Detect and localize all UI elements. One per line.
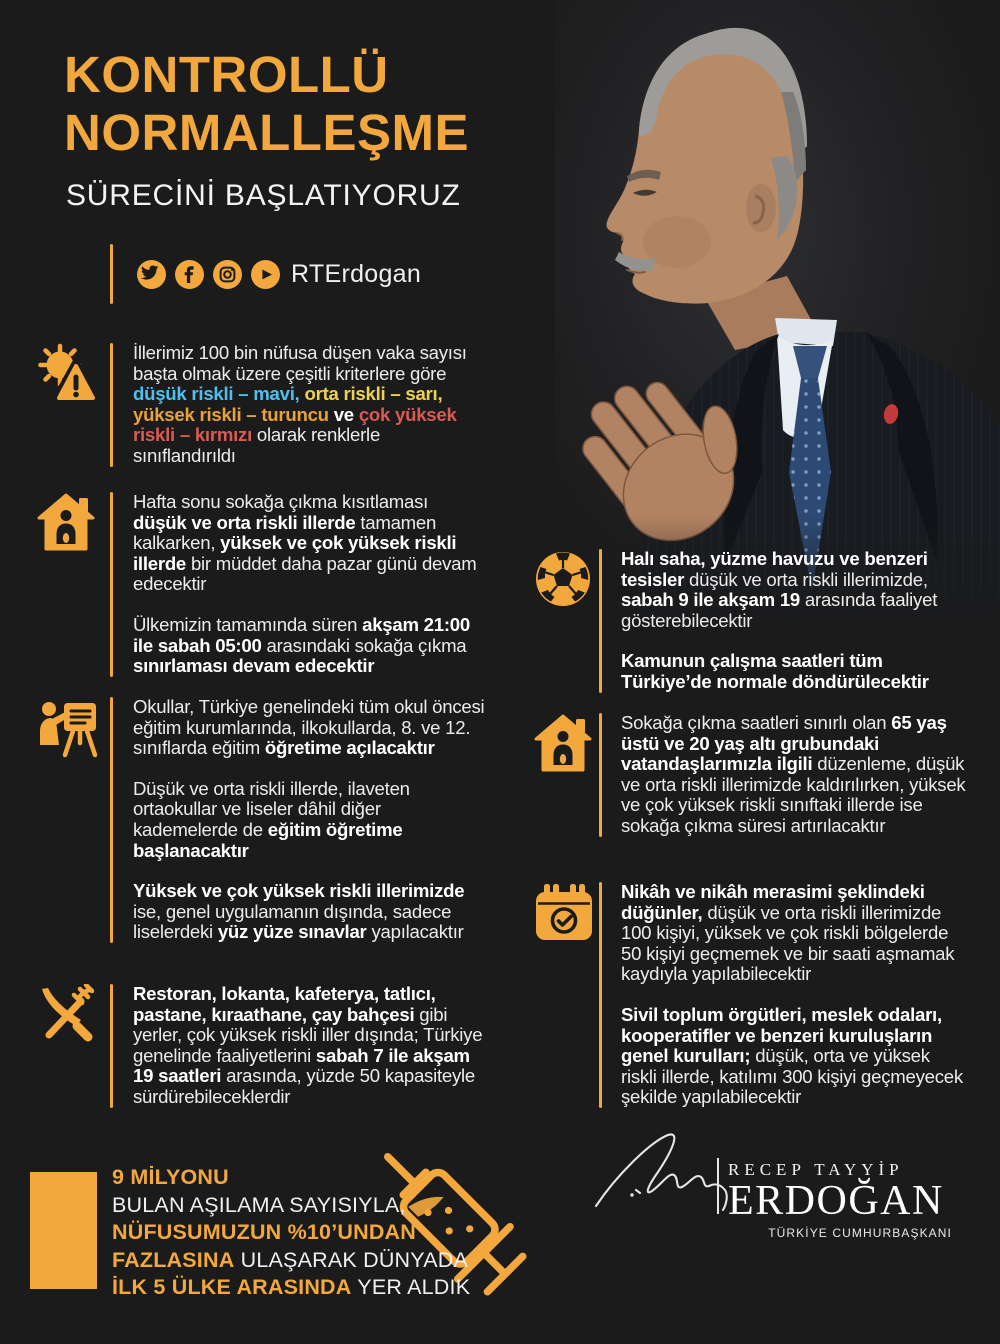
soccer-ball-icon: [533, 549, 593, 609]
rule-text-age-groups: Sokağa çıkma saatleri sınırlı olan 65 yaş üstü ve 20 yaş altı grubundaki vatandaşlarımızla ilgili düzenleme, düşük ve orta riskli illerimizde kaldırılırken, yüksek ve çok yüksek riskli sınıftaki illerde ise sokağa çıkma süresi artırılacaktır: [621, 712, 966, 836]
rule-block-schools: [36, 697, 485, 943]
president-title: TÜRKİYE CUMHURBAŞKANI: [768, 1226, 952, 1240]
accent-block: [30, 1172, 97, 1289]
facebook-icon[interactable]: [175, 260, 204, 289]
calendar-check-icon: [533, 882, 595, 944]
instagram-icon[interactable]: [213, 260, 242, 289]
twitter-icon[interactable]: [137, 260, 166, 289]
signature-divider: [717, 1158, 719, 1214]
house-person-icon: [36, 492, 96, 552]
rule-text-risk-colors: İllerimiz 100 bin nüfusa düşen vaka sayısı başta olmak üzere çeşitli kriterlere göre düşük riskli – mavi, orta riskli – sarı, yüksek riskli – turuncu ve çok yüksek riskli – kırmızı olarak renklerle sınıflandırıldı: [133, 342, 467, 466]
virus-warning-icon: [36, 343, 100, 407]
president-surname: ERDOĞAN: [728, 1178, 944, 1224]
rule-text-sports-facilities: Halı saha, yüzme havuzu ve benzeri tesisler düşük ve orta riskli illerimizde, sabah 9 ile akşam 19 arasında faaliyet gösterebilecektir Kamunun çalışma saatleri tüm Türkiye’de normale döndürülecektir: [621, 548, 938, 692]
social-row: [110, 243, 421, 305]
erdogan-portrait: [555, 0, 1000, 640]
vaccination-stat-text: 9 MİLYONU BULAN AŞILAMA SAYISIYLA, NÜFUSUMUZUN %10’UNDAN FAZLASINA ULAŞARAK DÜNYADA İLK 5 ÜLKE ARASINDA YER ALDIK: [112, 1165, 471, 1299]
rule-text-weddings-meetings: Nikâh ve nikâh merasimi şeklindeki düğünler, düşük ve orta riskli illerimizde 100 kişiyi, yüksek ve çok riskli bölgelerde 50 kişiyi geçmemek ve bir saati aşmamak kaydıyla yapılabilecektir Sivil toplum örgütleri, meslek odaları, kooperatifler ve benzeri kuruluşların genel kurulları; düşük, orta ve yüksek riskli illerde, katılımı 300 kişiyi geçmeyecek şekilde yapılabilecektir: [621, 881, 963, 1108]
youtube-icon[interactable]: [251, 260, 280, 289]
rule-block-age-groups: [533, 713, 967, 837]
rule-block-weekend-curfew: [36, 492, 485, 677]
rule-block-sports-facilities: [533, 549, 967, 693]
president-name-block: [728, 1160, 952, 1240]
page-subtitle: SÜRECİNİ BAŞLATIYORUZ: [66, 179, 461, 212]
rule-block-risk-colors: [36, 343, 485, 467]
signature: [592, 1128, 732, 1220]
rule-block-restaurants: [36, 984, 485, 1108]
page-title: KONTROLLÜ NORMALLEŞME: [64, 46, 469, 161]
president-first-names: RECEP TAYYİP: [728, 1160, 904, 1179]
rule-text-restaurants: Restoran, lokanta, kafeterya, tatlıcı, pastane, kıraathane, çay bahçesi gibi yerler, çok yüksek riskli iller dışında; Türkiye genelinde faaliyetlerini sabah 7 ile akşam 19 saatleri arasında, yüzde 50 kapasiteyle sürdürebileceklerdir: [133, 983, 483, 1107]
rule-text-weekend-curfew: Hafta sonu sokağa çıkma kısıtlaması düşük ve orta riskli illerde tamamen kalkarken, yüksek ve çok yüksek riskli illerde bir müddet daha pazar günü devam edecektir Ülkemizin tamamında süren akşam 21:00 ile sabah 05:00 arasındaki sokağa çıkma sınırlaması devam edecektir: [133, 491, 477, 677]
social-handle: RTErdogan: [291, 259, 422, 288]
cutlery-icon: [36, 984, 96, 1044]
teacher-board-icon: [36, 697, 100, 761]
rule-text-schools: Okullar, Türkiye genelindeki tüm okul öncesi eğitim kurumlarında, ilkokullarda, 8. ve 12. sınıflarda eğitim öğretime açılacaktır Düşük ve orta riskli illerde, ilaveten ortaokullar ve liseler dâhil diğer kademelerde de eğitim öğretime başlanacaktır Yüksek ve çok yüksek riskli illerimizde ise, genel uygulamanın dışında, sadece liselerdeki yüz yüze sınavlar yapılacaktır: [133, 696, 485, 943]
house-person-icon: [533, 713, 593, 773]
social-icons: [137, 260, 280, 289]
accent-divider: [110, 244, 113, 304]
rule-block-weddings-meetings: [533, 882, 967, 1108]
